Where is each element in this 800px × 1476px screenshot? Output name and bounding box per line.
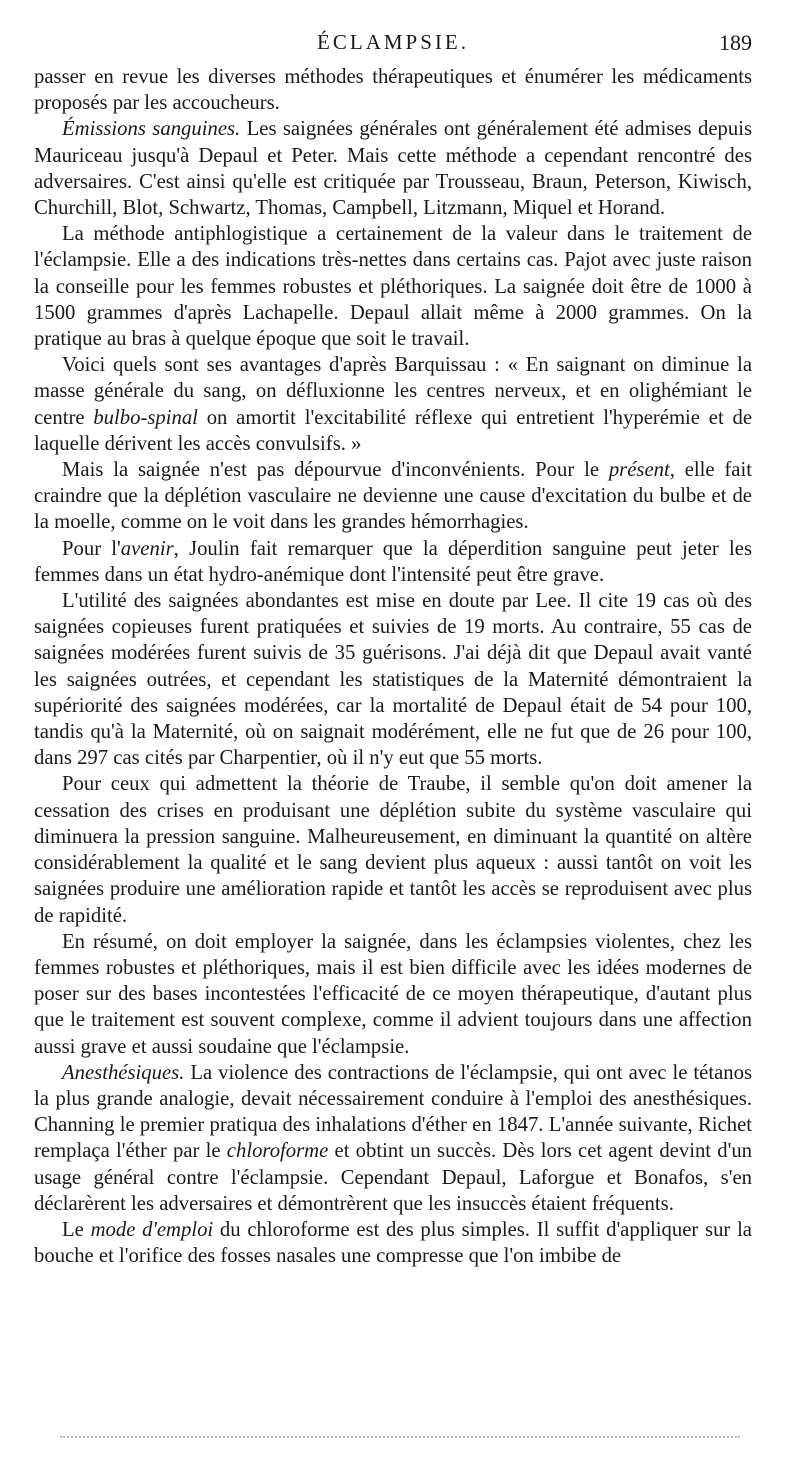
paragraph-avenir (34, 536, 752, 588)
emphasis: mode d'emploi (90, 1218, 214, 1241)
text-run: et obtint un succès. Dès lors cet agent devint d'un usage général contre l'éclampsie. Cependant Depaul, Laforgue et Bonafos, s'en déclarèrent les adversaires et démontrèrent que les insuccès étaient fréquents. (34, 1140, 753, 1215)
paragraph-resume (34, 929, 752, 1060)
emphasis: avenir (120, 537, 174, 560)
text-run: , Joulin fait remarquer que la déperdition sanguine peut jeter les femmes dans un état hydro-anémique dont l'intensité peut être grave. (34, 537, 752, 586)
section-heading-emissions-sanguines: Émissions sanguines. (62, 118, 241, 141)
paragraph-mode-emploi (34, 1217, 752, 1269)
running-title: ÉCLAMPSIE. (317, 30, 469, 54)
paragraph-avantages (34, 352, 752, 457)
text-run: passer en revue les diverses méthodes thérapeutiques et énumérer les médicaments proposés par les accoucheurs. (34, 66, 752, 115)
text-run: La méthode antiphlogistique a certainement de la valeur dans le traitement de l'éclampsie. Elle a des indications très-nettes dans certains cas. Pajot avec juste raison la conseille pour les femmes robustes et pléthoriques. La saignée doit être de 1000 à 1500 grammes d'après Lachapelle. Depaul allait même à 2000 grammes. On la pratique au bras à quelque époque que soit le travail. (34, 223, 752, 351)
text-run: , elle fait craindre que la déplétion vasculaire ne devienne une cause d'excitation du bulbe et de la moelle, comme on le voit dans les grandes hémorrhagies. (34, 459, 752, 534)
body-text (34, 64, 752, 1269)
paragraph-utilite (34, 588, 752, 771)
paragraph-traube (34, 771, 752, 928)
paragraph-antiphlogistique (34, 221, 752, 352)
emphasis: chloroforme (226, 1140, 329, 1163)
emphasis: bulbo-spinal (93, 406, 198, 429)
text-run: Voici quels sont ses avantages d'après Barquissau : « En saignant on diminue la masse générale du sang, on défluxionne les centres nerveux, et en olighémiant le centre (34, 354, 752, 429)
text-run: Le (62, 1218, 91, 1241)
page-header (34, 30, 752, 60)
emphasis: présent (608, 459, 670, 482)
paragraph-emissions-sanguines (34, 116, 752, 221)
paragraph-continuation (34, 64, 752, 116)
paragraph-anesthesiques (34, 1060, 752, 1217)
section-heading-anesthesiques: Anesthésiques. (62, 1061, 185, 1084)
paragraph-inconvenients (34, 457, 752, 536)
text-run: on amortit l'excitabilité réflexe qui entretient l'hyperémie et de laquelle dérivent les accès convulsifs. » (34, 406, 753, 455)
text-run: Mais la saignée n'est pas dépourvue d'inconvénients. Pour le (62, 459, 609, 482)
text-run: Pour ceux qui admettent la théorie de Traube, il semble qu'on doit amener la cessation des crises en produisant une déplétion subite du système vasculaire qui diminuera la pression sanguine. Malheureusement, en diminuant la quantité on altère considérablement la qualité et le sang devient plus aqueux : aussi tantôt on voit les saignées produire une amélioration rapide et tantôt les accès se reproduisent avec plus de rapidité. (34, 773, 752, 927)
text-run: Les saignées générales ont généralement été admises depuis Mauriceau jusqu'à Depaul et Peter. Mais cette méthode a cependant rencontré des adversaires. C'est ainsi qu'elle est critiquée par Trousseau, Braun, Peterson, Kiwisch, Churchill, Blot, Schwartz, Thomas, Campbell, Litzmann, Miquel et Horand. (34, 118, 752, 220)
text-run: Pour l' (62, 537, 121, 560)
text-run: La violence des contractions de l'éclampsie, qui ont avec le tétanos la plus grande analogie, devait nécessairement conduire à l'emploi des anesthésiques. Channing le premier pratiqua des inhalations d'éther en 1847. L'année suivante, Richet remplaça l'éther par le (34, 1061, 752, 1163)
text-run: En résumé, on doit employer la saignée, dans les éclampsies violentes, chez les femmes robustes et pléthoriques, mais il est bien difficile avec les idées modernes de poser sur des bases incontestées l'efficacité de ce moyen thérapeutique, d'autant plus que le traitement est souvent complexe, comme il advient toujours dans une affection aussi grave et aussi soudaine que l'éclampsie. (34, 930, 752, 1058)
page-number: 189 (719, 30, 752, 55)
text-run: L'utilité des saignées abondantes est mise en doute par Lee. Il cite 19 cas où des saignées copieuses furent pratiquées et suivies de 19 morts. Au contraire, 55 cas de saignées modérées furent suivis de 35 guérisons. J'ai déjà dit que Depaul avait vanté les saignées outrées, et cependant les statistiques de la Maternité démontraient la supériorité des saignées modérées, car la mortalité de Depaul était de 54 pour 100, tandis qu'à la Maternité, où on saignait modérément, elle ne fut que de 26 pour 100, dans 297 cas cités par Charpentier, où il n'y eut que 55 morts. (34, 590, 752, 770)
scan-artifact-divider (60, 1436, 740, 1442)
text-run: du chloroforme est des plus simples. Il suffit d'appliquer sur la bouche et l'orifice des fosses nasales une compresse que l'on imbibe de (34, 1218, 752, 1268)
